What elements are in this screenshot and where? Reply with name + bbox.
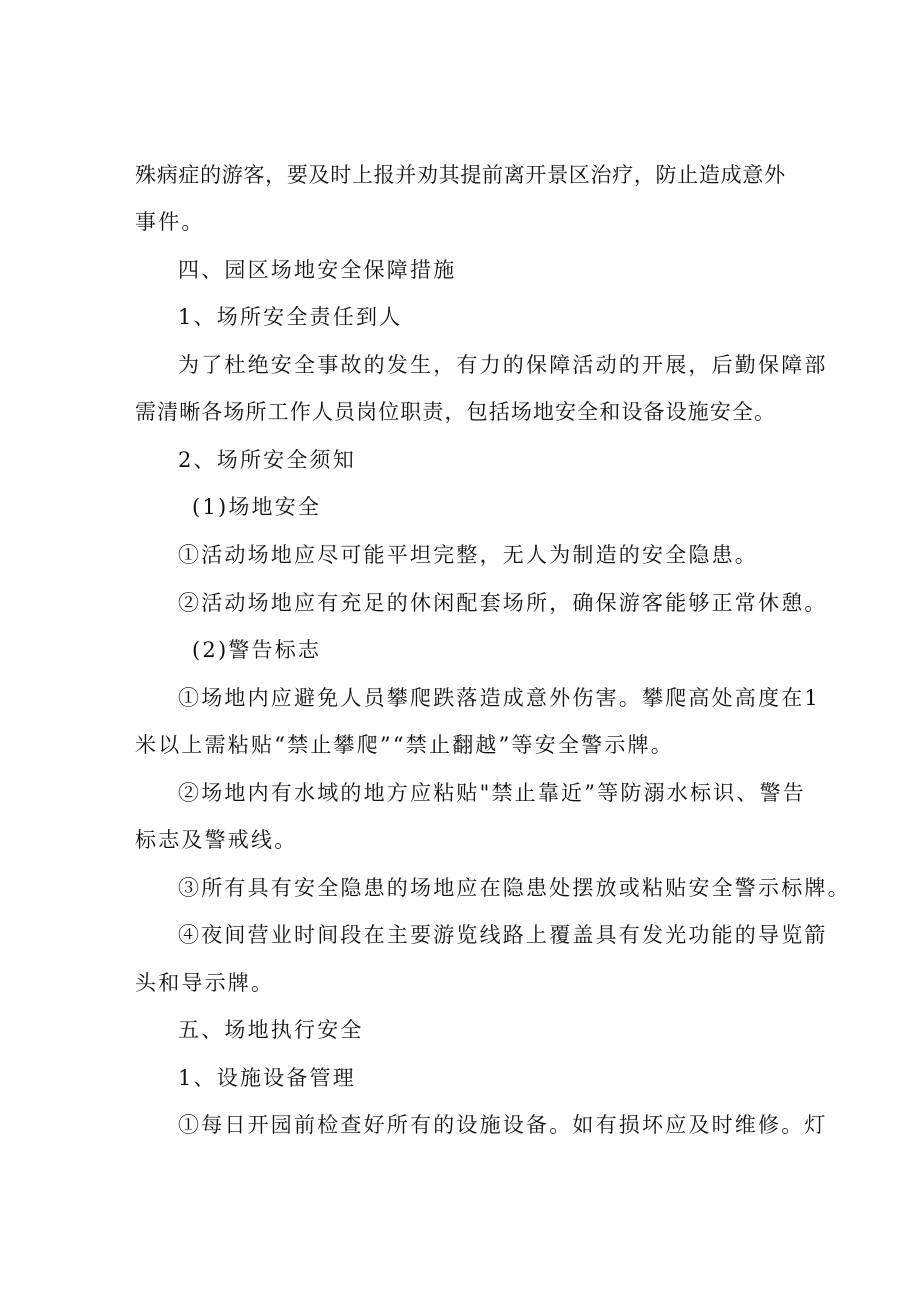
section-heading: 五、场地执行安全 bbox=[178, 1018, 364, 1042]
paragraph-line: 米以上需粘贴“禁止攀爬”“禁止翻越”等安全警示牌。 bbox=[135, 733, 674, 757]
paragraph-line: 殊病症的游客，要及时上报并劝其提前离开景区治疗，防止造成意外 bbox=[135, 163, 785, 187]
subsection-heading: 1、设施设备管理 bbox=[178, 1066, 356, 1090]
list-item: ①每日开园前检查好所有的设施设备。如有损坏应及时维修。灯 bbox=[178, 1113, 828, 1137]
list-item: ①场地内应避免人员攀爬跌落造成意外伤害。攀爬高处高度在1 bbox=[178, 686, 820, 710]
item-heading: (2)警告标志 bbox=[192, 638, 322, 662]
paragraph-line: 需清晰各场所工作人员岗位职责，包括场地安全和设备设施安全。 bbox=[135, 400, 775, 424]
subsection-heading: 1、场所安全责任到人 bbox=[178, 305, 403, 329]
list-item: ③所有具有安全隐患的场地应在隐患处摆放或粘贴安全警示标牌。 bbox=[178, 876, 851, 900]
list-item: ①活动场地应尽可能平坦完整，无人为制造的安全隐患。 bbox=[178, 543, 758, 567]
list-item: ②场地内有水域的地方应粘贴"禁止靠近”等防溺水标识、警告 bbox=[178, 781, 806, 805]
paragraph-line: 标志及警戒线。 bbox=[135, 828, 298, 852]
item-heading: (1)场地安全 bbox=[192, 495, 322, 519]
list-item: ④夜间营业时间段在主要游览线路上覆盖具有发光功能的导览箭 bbox=[178, 923, 828, 947]
paragraph-line: 为了杜绝安全事故的发生，有力的保障活动的开展，后勤保障部 bbox=[178, 353, 828, 377]
paragraph-line: 事件。 bbox=[135, 210, 205, 234]
section-heading: 四、园区场地安全保障措施 bbox=[178, 258, 457, 282]
subsection-heading: 2、场所安全须知 bbox=[178, 448, 356, 472]
list-item: ②活动场地应有充足的休闲配套场所，确保游客能够正常休憩。 bbox=[178, 591, 828, 615]
paragraph-line: 头和导示牌。 bbox=[135, 971, 275, 995]
